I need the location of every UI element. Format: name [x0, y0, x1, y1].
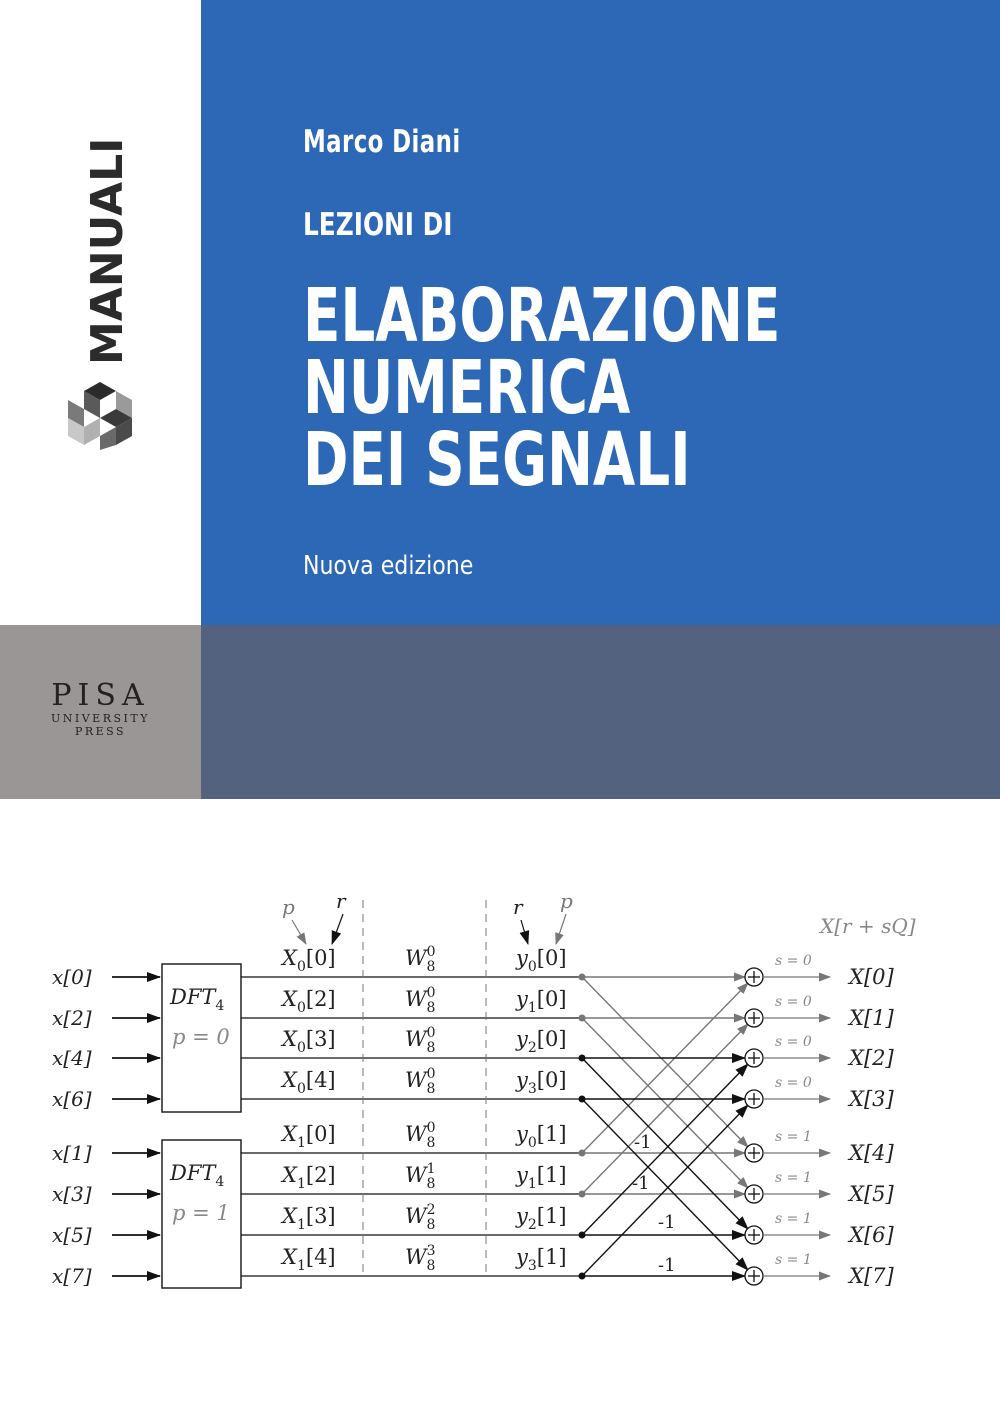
y-label: $y_0[0]$: [516, 946, 567, 975]
series-text: MANUALI: [82, 137, 133, 365]
s-label: s = 0: [775, 1034, 812, 1050]
twiddle-label: $W^0$ 8: [405, 1066, 436, 1097]
butterfly-edge: [582, 1018, 748, 1188]
minus-one-label: -1: [632, 1173, 650, 1194]
y-label: $y_0[1]$: [516, 1122, 567, 1151]
input-label: x[0]: [52, 965, 92, 989]
minus-one-label: -1: [634, 1132, 652, 1153]
publisher-line-3: PRESS: [74, 725, 127, 738]
output-label: X[4]: [849, 1141, 894, 1165]
minus-one-label: -1: [658, 1255, 676, 1276]
pointer-p: p: [560, 889, 573, 913]
twiddle-label: $W^3$ 8: [405, 1243, 436, 1274]
output-label: X[6]: [849, 1223, 894, 1247]
publisher-name: PISA: [51, 678, 150, 713]
author-name: Marco Diani: [303, 124, 461, 160]
input-label: x[4]: [52, 1046, 92, 1070]
s-label: s = 0: [775, 994, 812, 1010]
s-label: s = 1: [775, 1129, 812, 1145]
publisher-logo: [0, 680, 201, 738]
minus-one-label: -1: [658, 1212, 676, 1233]
butterfly-edge: [582, 1058, 748, 1229]
input-label: x[2]: [52, 1006, 92, 1030]
input-label: x[7]: [52, 1264, 92, 1288]
twiddle-label: $W^0$ 8: [405, 1025, 436, 1056]
s-label: s = 0: [775, 953, 812, 969]
pointer-r: r: [513, 895, 523, 919]
butterfly-edge: [582, 983, 748, 1153]
output-label: X[5]: [849, 1182, 894, 1206]
x-label: $X_1[4]$: [282, 1245, 336, 1274]
twiddle-label: $W^2$ 8: [405, 1202, 436, 1233]
s-label: s = 1: [775, 1211, 812, 1227]
pointer-p: p: [282, 895, 295, 919]
y-label: $y_3[1]$: [516, 1245, 567, 1274]
twiddle-label: $W^0$ 8: [405, 985, 436, 1016]
pointer-arrow: [556, 914, 566, 944]
input-label: x[5]: [52, 1223, 92, 1247]
y-label: $y_2[0]$: [516, 1027, 567, 1056]
output-header: X[r + sQ]: [820, 914, 916, 938]
pointer-arrow: [521, 920, 528, 944]
y-label: $y_1[0]$: [516, 987, 567, 1016]
butterfly-edge: [582, 1099, 748, 1270]
input-label: x[3]: [52, 1182, 92, 1206]
pointer-r: r: [336, 889, 346, 913]
s-label: s = 0: [775, 1075, 812, 1091]
x-label: $X_0[3]$: [282, 1027, 336, 1056]
y-label: $y_1[1]$: [516, 1163, 567, 1192]
title-line-1: ELABORAZIONE: [303, 273, 781, 359]
title-line-3: DEI SEGNALI: [303, 417, 691, 503]
output-label: X[7]: [849, 1264, 894, 1288]
output-label: X[3]: [849, 1087, 894, 1111]
x-label: $X_0[4]$: [282, 1068, 336, 1097]
series-cube-icon: [66, 380, 134, 450]
input-label: x[1]: [52, 1141, 92, 1165]
book-title: [303, 273, 781, 503]
title-prefix: LEZIONI DI: [303, 207, 453, 243]
x-label: $X_1[3]$: [282, 1204, 336, 1233]
dft-label-top: $DFT_4$: [170, 985, 225, 1014]
publisher-line-2: UNIVERSITY: [51, 712, 150, 725]
twiddle-label: $W^0$ 8: [405, 944, 436, 975]
dft-label-bottom: $DFT_4$: [170, 1161, 225, 1190]
x-label: $X_0[0]$: [282, 946, 336, 975]
twiddle-label: $W^1$ 8: [405, 1161, 436, 1192]
output-label: X[0]: [849, 965, 894, 989]
pointer-arrow: [332, 914, 343, 944]
output-label: X[2]: [849, 1046, 894, 1070]
x-label: $X_1[2]$: [282, 1163, 336, 1192]
y-label: $y_3[0]$: [516, 1068, 567, 1097]
s-label: s = 1: [775, 1170, 812, 1186]
dft-param-top: p = 0: [172, 1025, 230, 1049]
butterfly-edge: [582, 977, 748, 1147]
fft-butterfly-diagram: [0, 880, 1000, 1300]
twiddle-label: $W^0$ 8: [405, 1120, 436, 1151]
pointer-arrow: [292, 920, 306, 944]
x-label: $X_0[2]$: [282, 987, 336, 1016]
butterfly-edge: [582, 1064, 748, 1235]
edition-label: Nuova edizione: [303, 551, 474, 581]
x-label: $X_1[0]$: [282, 1122, 336, 1151]
s-label: s = 1: [775, 1252, 812, 1268]
publisher-band: [201, 625, 1000, 799]
output-label: X[1]: [849, 1006, 894, 1030]
title-line-2: NUMERICA: [303, 345, 631, 431]
butterfly-edge: [582, 1105, 748, 1276]
input-label: x[6]: [52, 1087, 92, 1111]
y-label: $y_2[1]$: [516, 1204, 567, 1233]
butterfly-edge: [582, 1024, 748, 1194]
dft-param-bottom: p = 1: [172, 1201, 230, 1225]
